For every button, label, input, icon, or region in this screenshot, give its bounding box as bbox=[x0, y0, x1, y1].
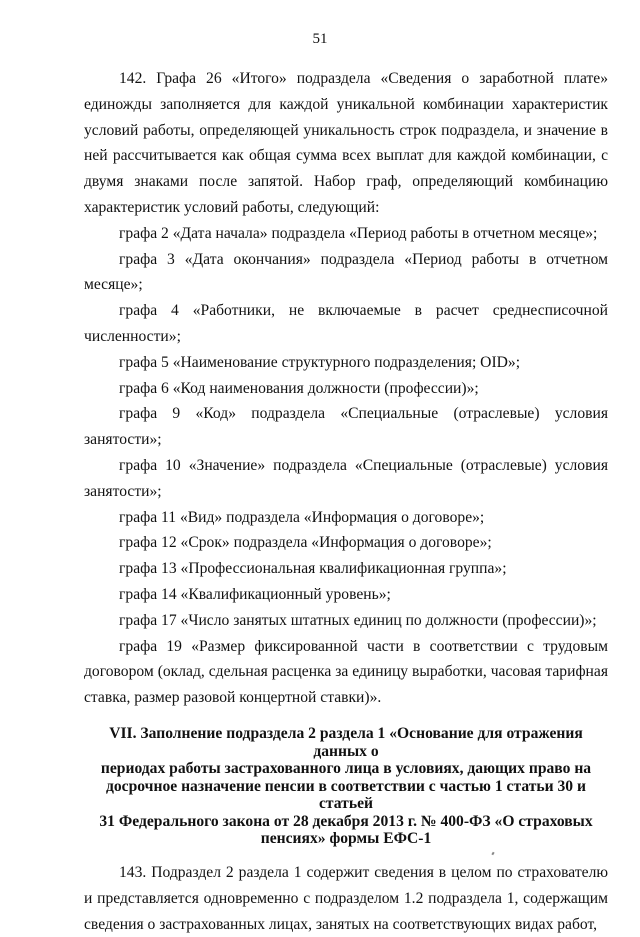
section-heading-line: 31 Федерального закона от 28 декабря 2013 г. № 400-ФЗ «О страховых bbox=[99, 812, 593, 830]
section-heading-line: VII. Заполнение подраздела 2 раздела 1 «Основание для отражения данных о bbox=[109, 724, 583, 760]
section-heading-line: досрочное назначение пенсии в соответствии с частью 1 статьи 30 и статьей bbox=[106, 777, 586, 813]
list-item: графа 12 «Срок» подраздела «Информация о договоре»; bbox=[119, 534, 492, 552]
list-item: графа 14 «Квалификационный уровень»; bbox=[119, 585, 391, 603]
list-item: графа 5 «Наименование структурного подразделения; OID»; bbox=[119, 353, 521, 371]
list-item: графа 3 «Дата окончания» подраздела «Период работы в отчетном месяце»; bbox=[84, 250, 608, 294]
list-item: графа 2 «Дата начала» подраздела «Период работы в отчетном месяце»; bbox=[119, 224, 598, 242]
section-heading-line: периодах работы застрахованного лица в условиях, дающих право на bbox=[100, 760, 592, 778]
paragraph-143: 143. Подраздел 2 раздела 1 содержит сведения в целом по страхователю и представляется одновременно с подразделом 1.2 подраздела 1, содержащим сведения о застрахованных лицах, занятых на соответствующих видах работ, bbox=[84, 864, 608, 933]
paragraph-142: 142. Графа 26 «Итого» подраздела «Сведения о заработной плате» единожды заполняется для каждой уникальной комбинации характеристик условий работы, определяющей уникальность строк подраздела, и значение в ней рассчитывается как общая сумма всех выплат для каждой комбинации, с двумя знаками после запятой. Набор граф, определяющий комбинацию характеристик условий работы, следующий: bbox=[84, 70, 608, 216]
page-number: 51 bbox=[312, 31, 328, 47]
section-heading bbox=[84, 725, 608, 848]
list-item: графа 11 «Вид» подраздела «Информация о договоре»; bbox=[119, 508, 485, 526]
list-item: графа 6 «Код наименования должности (профессии)»; bbox=[119, 379, 479, 397]
list-item: графа 10 «Значение» подраздела «Специальные (отраслевые) условия занятости»; bbox=[84, 456, 608, 500]
section-heading-line: пенсиях» формы ЕФС-1 bbox=[260, 830, 432, 848]
list-item: графа 4 «Работники, не включаемые в расчет среднесписочной численности»; bbox=[84, 302, 608, 345]
list-item: графа 13 «Профессиональная квалификационная группа»; bbox=[119, 560, 507, 578]
list-item: графа 17 «Число занятых штатных единиц по должности (профессии)»; bbox=[119, 611, 597, 629]
document-body bbox=[84, 66, 608, 937]
list-item: графа 19 «Размер фиксированной части в соответствии с трудовым договором (оклад, сдельная расценка за единицу выработки, часовая тарифная ставка, размер разовой концертной ставки)». bbox=[84, 637, 608, 707]
list-item: графа 9 «Код» подраздела «Специальные (отраслевые) условия занятости»; bbox=[84, 405, 608, 449]
